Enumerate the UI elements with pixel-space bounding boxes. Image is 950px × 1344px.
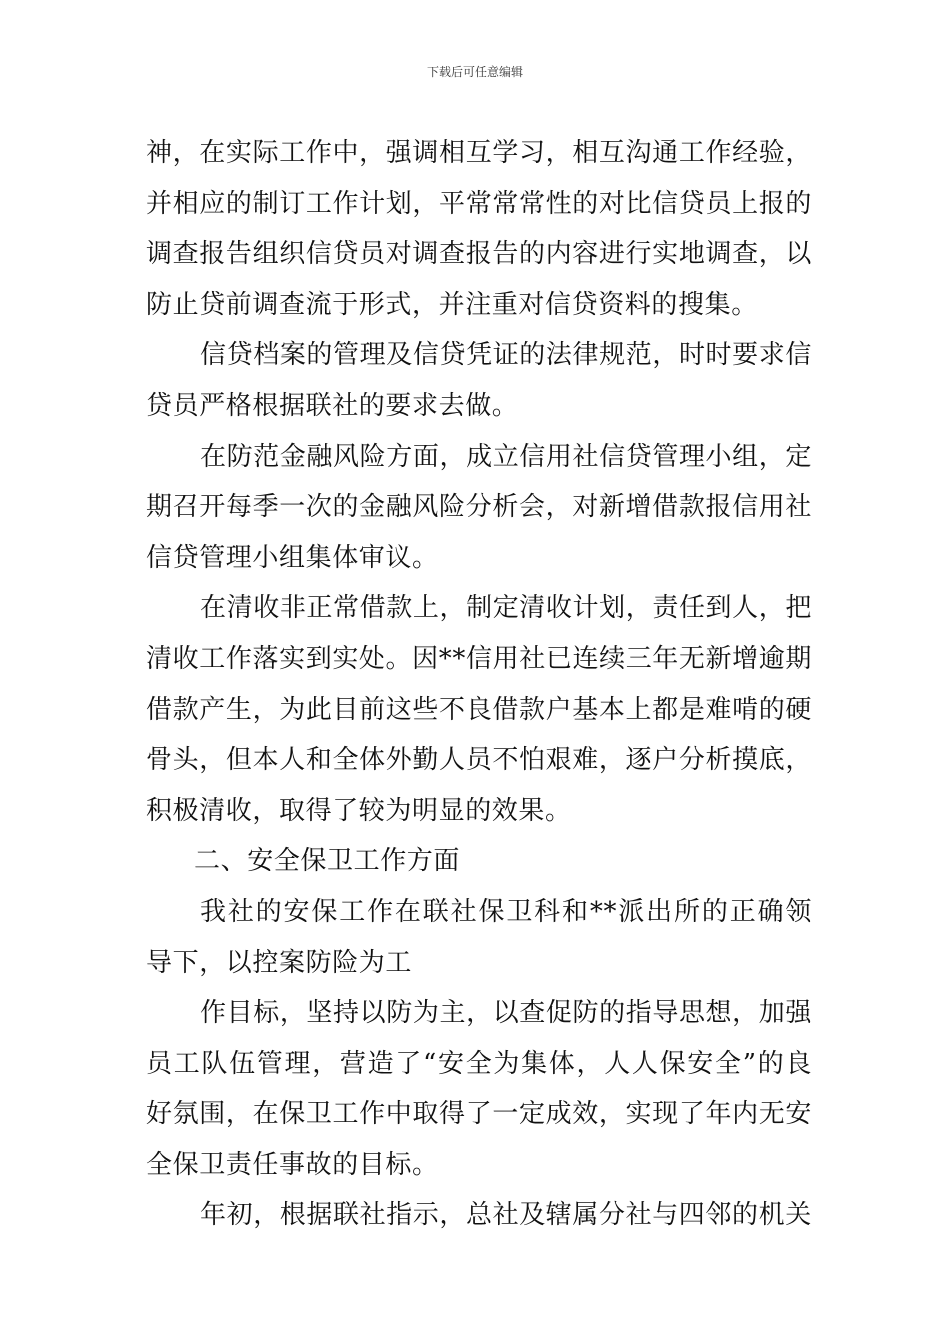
- paragraph-1: 神，在实际工作中，强调相互学习，相互沟通工作经验，并相应的制订工作计划，平常常常性的对比信贷员上报的调查报告组织信贷员对调查报告的内容进行实地调查，以防止贷前调查流于形式，并注重对信贷资料的搜集。: [146, 138, 812, 320]
- paragraph-3: 在防范金融风险方面，成立信用社信贷管理小组，定期召开每季一次的金融风险分析会，对新增借款报信用社信贷管理小组集体审议。: [146, 441, 812, 573]
- paragraph-7: 年初，根据联社指示，总社及辖属分社与四邻的机关: [200, 1200, 812, 1231]
- paragraph-5: 我社的安保工作在联社保卫科和**派出所的正确领导下，以控案防险为工: [146, 896, 812, 978]
- paragraph-2: 信贷档案的管理及信贷凭证的法律规范，时时要求信贷员严格根据联社的要求去做。: [146, 340, 812, 421]
- paragraph-6: 作目标，坚持以防为主，以查促防的指导思想，加强员工队伍管理，营造了“安全为集体，人人保安全”的良好氛围，在保卫工作中取得了一定成效，实现了年内无安全保卫责任事故的目标。: [146, 998, 812, 1180]
- page-header: 下载后可任意编辑: [426, 65, 523, 79]
- document-body: [146, 128, 812, 1241]
- section-heading: 二、安全保卫工作方面: [194, 846, 461, 877]
- paragraph-4: 在清收非正常借款上，制定清收计划，责任到人，把清收工作落实到实处。因**信用社已连续三年无新增逾期借款产生，为此目前这些不良借款户基本上都是难啃的硬骨头，但本人和全体外勤人员不怕艰难，逐户分析摸底，积极清收，取得了较为明显的效果。: [146, 593, 812, 826]
